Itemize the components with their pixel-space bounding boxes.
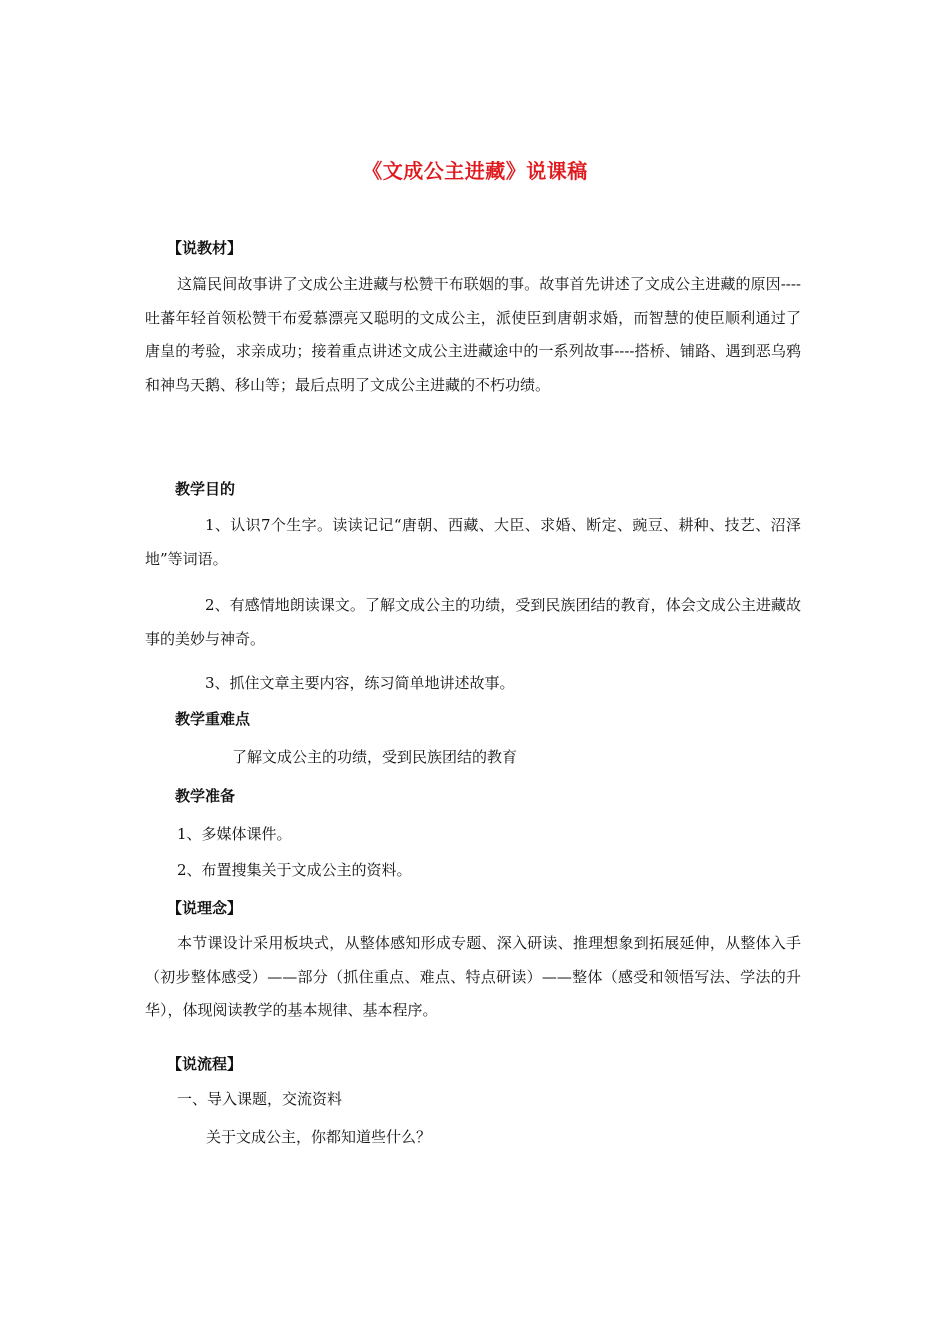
concept-heading: 【说理念】	[167, 899, 243, 917]
material-heading: 【说教材】	[167, 239, 243, 257]
goal-item-3: 3、抓住文章主要内容，练习简单地讲述故事。	[205, 674, 515, 692]
process-heading: 【说流程】	[167, 1055, 243, 1073]
preparation-item-1: 1、多媒体课件。	[177, 825, 292, 843]
goal-item-1: 1、认识7个生字。读读记记“唐朝、西藏、大臣、求婚、断定、豌豆、耕种、技艺、沼泽地”等词语。	[145, 516, 801, 568]
preparation-item-2: 2、布置搜集关于文成公主的资料。	[177, 861, 412, 879]
key-points-heading: 教学重难点	[175, 710, 251, 728]
goals-heading: 教学目的	[175, 480, 236, 498]
process-step-1: 一、导入课题，交流资料	[177, 1090, 343, 1108]
material-paragraph: 这篇民间故事讲了文成公主进藏与松赞干布联姻的事。故事首先讲述了文成公主进藏的原因----吐蕃年轻首领松赞干布爱慕漂亮又聪明的文成公主，派使臣到唐朝求婚，而智慧的使臣顺利通过了唐皇的考验，求亲成功；接着重点讲述文成公主进藏途中的一系列故事----搭桥、铺路、遇到恶乌鸦和神鸟天鹅、移山等；最后点明了文成公主进藏的不朽功绩。	[145, 275, 801, 394]
goal-item-2: 2、有感情地朗读课文。了解文成公主的功绩，受到民族团结的教育，体会文成公主进藏故事的美妙与神奇。	[145, 596, 801, 648]
document-title: 《文成公主进藏》说课稿	[362, 159, 588, 183]
preparation-heading: 教学准备	[175, 787, 236, 805]
concept-paragraph: 本节课设计采用板块式，从整体感知形成专题、深入研读、推理想象到拓展延伸，从整体入手（初步整体感受）——部分（抓住重点、难点、特点研读）——整体（感受和领悟写法、学法的升华），体现阅读教学的基本规律、基本程序。	[145, 934, 801, 1019]
key-points-text: 了解文成公主的功绩，受到民族团结的教育	[232, 748, 518, 766]
process-question: 关于文成公主，你都知道些什么？	[206, 1128, 432, 1146]
